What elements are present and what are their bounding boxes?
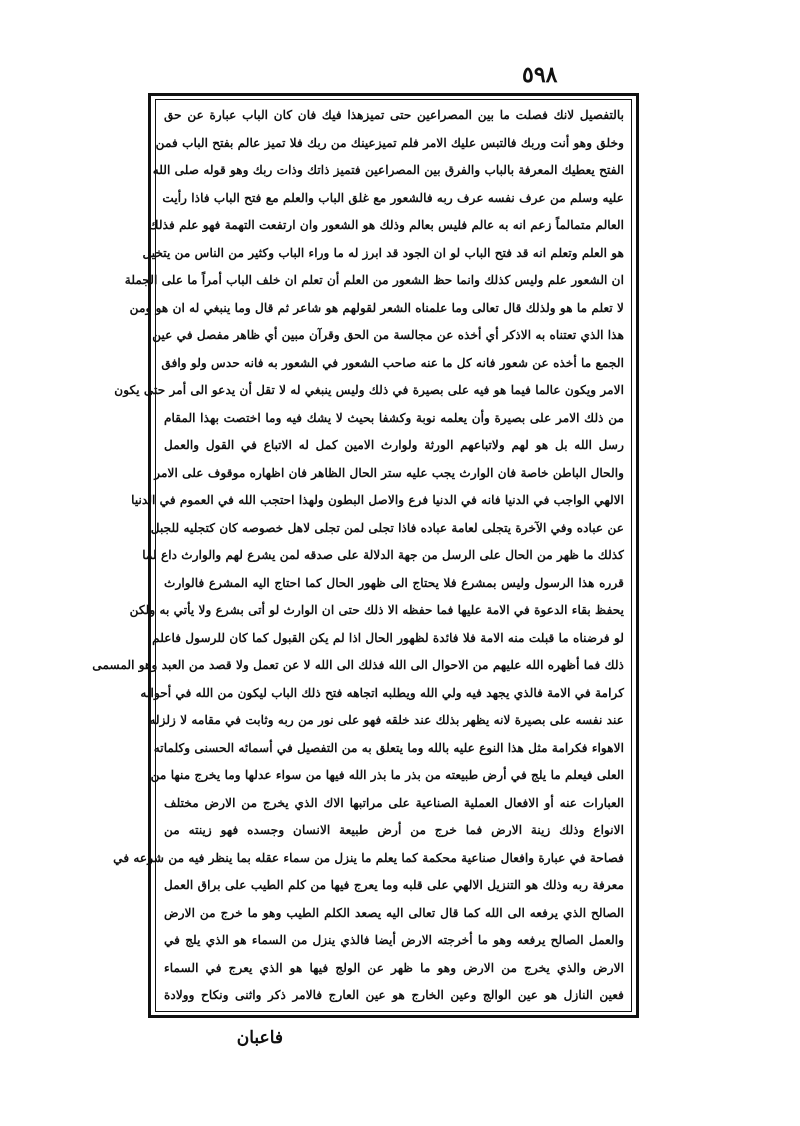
text-line: رسل الله بل هو لهم ولاتباعهم الورثة ولوارث الامين كمل له الاتباع في القول والعمل: [164, 438, 624, 452]
text-line: من ذلك الامر على بصيرة وأن يعلمه نوبة وكشفا بحيث لا يشك فيه وما اختصت بهذا المقام: [164, 410, 624, 425]
text-line: عليه وسلم من عرف نفسه عرف ربه فالشعور مع غلق الباب والعلم مع فتح الباب فاذا رأيت: [162, 190, 624, 205]
text-line: العالم متمالماً زعم انه به عالم فليس بعالم وذلك هو الشعور وان ارتفعت التهمة فهو علم فذلك: [148, 218, 624, 232]
text-line: هذا الذي تعتناه به الاذكر أي أخذه عن مجالسة من الحق وقرآن مبين أي ظاهر مفصل في عين: [152, 328, 624, 342]
main-text-block: [92, 104, 628, 1006]
text-line: ان الشعور علم وليس كذلك وانما حظ الشعور من العلم أن تعلم ان خلف الباب أمراً ما على الجملة: [124, 273, 624, 287]
text-line: بالتفصيل لانك فصلت ما بين المصراعين حتى تميزهذا فيك فان كان الباب عبارة عن حق: [164, 108, 624, 122]
text-line: الارض والذي يخرج من الارض وهو ما ظهر عن الولج فيها هو الذي يعرج في السماء: [164, 960, 624, 975]
text-line: كذلك ما ظهر من الحال على الرسل من جهة الدلالة على صدقه لمن يشرع لهم والوارث داع لما: [142, 548, 624, 562]
text-line: كرامة في الامة فالذي يجهد فيه ولي الله ويطلبه اتجاهه فتح ذلك الباب ليكون من الله في أحواله: [140, 685, 624, 700]
text-line: والحال الباطن خاصة فان الوارث يجب عليه ستر الحال الظاهر فان اظهاره موقوف على الامر: [154, 465, 624, 480]
text-line: فعين النازل هو عين الوالج وعين الخارج هو عين العارج فالامر ذكر واثنى ونكاح وولادة: [164, 988, 624, 1002]
text-line: لا تعلم ما هو ولذلك قال تعالى وما علمناه الشعر لقولهم هو شاعر ثم قال وما ينبغي له ان هو ومن: [129, 300, 624, 315]
text-line: قرره هذا الرسول وليس بمشرع فلا يحتاج الى ظهور الحال كما احتاج اليه المشرع فالوارث: [164, 575, 624, 590]
page-number: ٥٩٨: [522, 62, 558, 88]
catchword: فاعبان: [236, 1028, 283, 1048]
text-line: العبارات عنه أو الافعال العملية الصناعية على مراتبها الاك الذي يخرج من الارض مختلف: [164, 795, 624, 810]
text-line: الالهي الواجب في الدنيا فانه في الدنيا فرع والاصل البطون ولهذا احتجب الله في العموم في الدنيا: [131, 493, 624, 507]
text-line: الانواع وذلك زينة الارض فما خرج من أرض طبيعة الانسان وجسده فهو زينته من: [164, 823, 624, 837]
text-line: وخلق وهو أنت وربك فالتبس عليك الامر فلم تميزعينك من ربك فلا تميز عالم بفتح الباب فمن: [155, 135, 624, 150]
text-line: الفتح يعطيك المعرفة بالباب والفرق بين المصراعين فتميز ذاتك وذات ربك وهو قوله صلى الله: [152, 163, 624, 177]
text-line: لو فرضناه ما قبلت منه الامة فلا فائدة لظهور الحال اذا لم يكن القبول كما كان للرسول فاعلم: [152, 630, 624, 645]
text-line: ذلك فما أظهره الله عليهم من الاحوال الى الله فذلك الى الله لا عن تعمل ولا قصد من العبد وهو المسمى: [92, 658, 624, 672]
text-line: عن عباده وفي الآخرة يتجلى لعامة عباده فاذا تجلى لمن تجلى لاهل خصوصه كان كتجليه للجبل: [150, 520, 624, 535]
text-line: فصاحة في عبارة وافعال صناعية محكمة كما يعلم ما ينزل من سماء عقله بما ينظر فيه من شرعه في: [113, 850, 624, 865]
text-line: والعمل الصالح يرفعه وهو ما أخرجته الارض أيضا فالذي ينزل من السماء هو الذي يلج في: [164, 933, 624, 947]
text-line: هو العلم وتعلم انه قد فتح الباب لو ان الجود قد ابرز له ما وراء الباب وكثير من الناس من يتخيل: [142, 245, 624, 260]
text-line: الجمع ما أخذه عن شعور فانه كل ما عنه صاحب الشعور في الشعور به فانه حدس ولو وافق: [161, 355, 624, 370]
text-line: معرفة ربه وذلك هو التنزيل الالهي على قلبه وما يعرج فيها من كلم الطيب على براق العمل: [164, 878, 624, 892]
text-line: الاهواء فكرامة مثل هذا النوع عليه بالله وما يتعلق به من التفصيل في أسمائه الحسنى وكلماته: [153, 740, 624, 755]
text-line: الصالح الذي يرفعه الى الله كما قال تعالى اليه يصعد الكلم الطيب وهو ما خرج من الارض: [164, 905, 624, 920]
text-line: عند نفسه على بصيرة لانه يظهر بذلك عند خلقه فهو على نور من ربه وثابت في مقامه لا زلزله: [149, 713, 624, 727]
text-line: الامر ويكون عالما فيما هو فيه على بصيرة في ذلك وليس ينبغي له لا تقل أن يدعو الى أمر حتى يكون: [114, 383, 624, 397]
text-line: العلى فيعلم ما يلج في أرض طبيعته من بذر ما بذر الله فيها من سواء عدلها وما يخرج منها من: [150, 768, 624, 782]
text-line: يحفظ بقاء الدعوة في الامة عليها فما حفظه الا ذلك حتى ان الوارث لو أتى بشرع ولا يأتي به ولكن: [129, 603, 624, 617]
